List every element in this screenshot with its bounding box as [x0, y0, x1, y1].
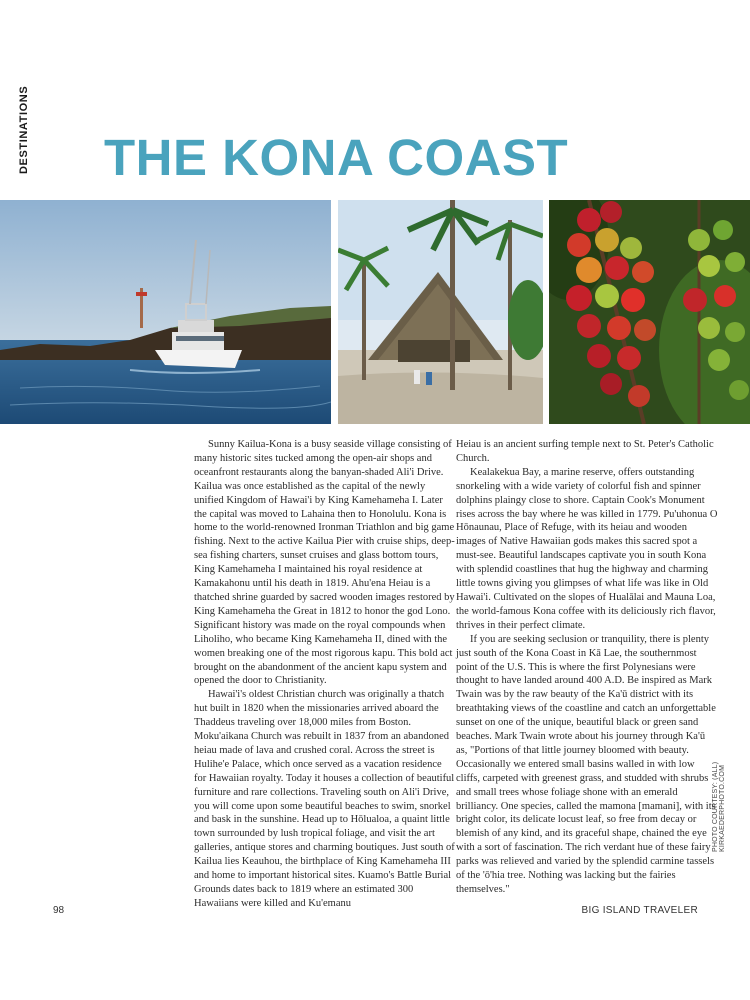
body-column-2	[456, 438, 718, 897]
page-title: THE KONA COAST	[104, 129, 569, 186]
thatched-hut-photo	[338, 200, 543, 424]
paragraph: Sunny Kailua-Kona is a busy seaside village consisting of many historic sites tucked among the open-air shops and oceanfront restaurants along the banyan-shaded Ali'i Drive. Kailua was once established as the capital of the newly unified Kingdom of Hawai'i by King Kamehameha I. Later the capital was moved to Lahaina then to Honolulu. Kona is home to the world-renowned Ironman Triathlon and big game fishing. Next to the active Kailua Pier with cruise ships, deep-sea fishing charters, sunset cruises and glass bottom tours, King Kamehameha I maintained his royal residence at Kamakahonu until his death in 1819. Ahu'ena Heiau is a thatched shrine guarded by sacred wooden images restored by King Kamehameha the Great in 1812 to honor the god Lono. Significant history was made on the royal compounds when Liholiho, who became King Kamehameha II, dined with the women breaking one of the most rigorous kapu. This bold act brought on the abandonment of the ancient kapu system and opened the door to Christianity.	[194, 439, 455, 687]
section-label: DESTINATIONS	[18, 85, 30, 174]
paragraph: Kealakekua Bay, a marine reserve, offers outstanding snorkeling with a wide variety of colorful fish and spinner dolphins plaingy close to shore. Captain Cook's Monument rises across the bay where he was killed in 1779. Pu'uhonua O Hōnaunau, Place of Refuge, with its heiau and wooden images of Native Hawaiian gods makes this sacred spot a must-see. Beautiful landscapes captivate you in south Kona with splendid coastlines that hug the highway and charming little towns giving you glimpses of what life was like in Old Hawai'i. Cultivated on the slopes of Hualālai and Mauna Loa, the world-famous Kona coffee with its deliciously rich flavor, thrives in their perfect climate.	[456, 466, 718, 631]
paragraph: Heiau is an ancient surfing temple next to St. Peter's Catholic Church.	[456, 439, 714, 464]
paragraph: If you are seeking seclusion or tranquility, there is plenty just south of the Kona Coast in Kā Lae, the southernmost point of the U.S. This is where the first Polynesians were thought to have landed around 400 A.D. Be inspired as Mark Twain was by the raw beauty of the Ka'ū district with its breathtaking views of the coastline and catch an unforgettable sunset on one of the unique, beautiful black or green sand beaches. Mark Twain wrote about his journey through Ka'ū as, "Portions of that little journey bloomed with beauty. Occasionally we entered small basins walled in with low cliffs, carpeted with greenest grass, and studded with shrubs and small trees whose foliage shone with an emerald brilliancy. One species, called the mamona [mamani], with its bright color, its delicate locust leaf, so free from decay or blemish of any kind, and its graceful shape, chained the eye with a sort of fascination. The rich verdant hue of these fairy parks was relieved and varied by the splendid carmine tassels of the 'ō'hia tree. Nothing was lacking but the fairies themselves."	[456, 633, 716, 895]
publication-name: BIG ISLAND TRAVELER	[581, 905, 698, 916]
photo-credit: PHOTO COURTESY: (ALL) KIRKAEDERPHOTO.COM	[712, 761, 726, 852]
body-column-1	[194, 438, 456, 911]
coffee-cherries-photo	[549, 200, 750, 424]
page-number: 98	[53, 905, 65, 916]
boat-photo	[0, 200, 331, 424]
paragraph: Hawai'i's oldest Christian church was originally a thatch hut built in 1820 when the missionaries arrived aboard the Thaddeus traveling over 18,000 miles from Boston. Moku'aikana Church was rebuilt in 1837 from an abandoned heiau made of lava and crushed coral. Across the street is Hulihe'e Palace, which once served as a vacation residence for Hawaiian royalty. Today it houses a collection of beautiful furniture and rare collections. Traveling south on Ali'i Drive, you will come upon some beautiful beaches to swim, snorkel and bask in the sunshine. Head up to Hōlualoa, a quaint little town surrounded by lush tropical foliage, and visit the art galleries, antique stores and charming boutiques. Just south of Kailua lies Keauhou, the birthplace of King Kamehameha III and home to important historical sites. Kuamo's Battle Burial Grounds dates back to 1819 where an estimated 300 Hawaiians were killed and Ku'emanu	[194, 689, 455, 909]
